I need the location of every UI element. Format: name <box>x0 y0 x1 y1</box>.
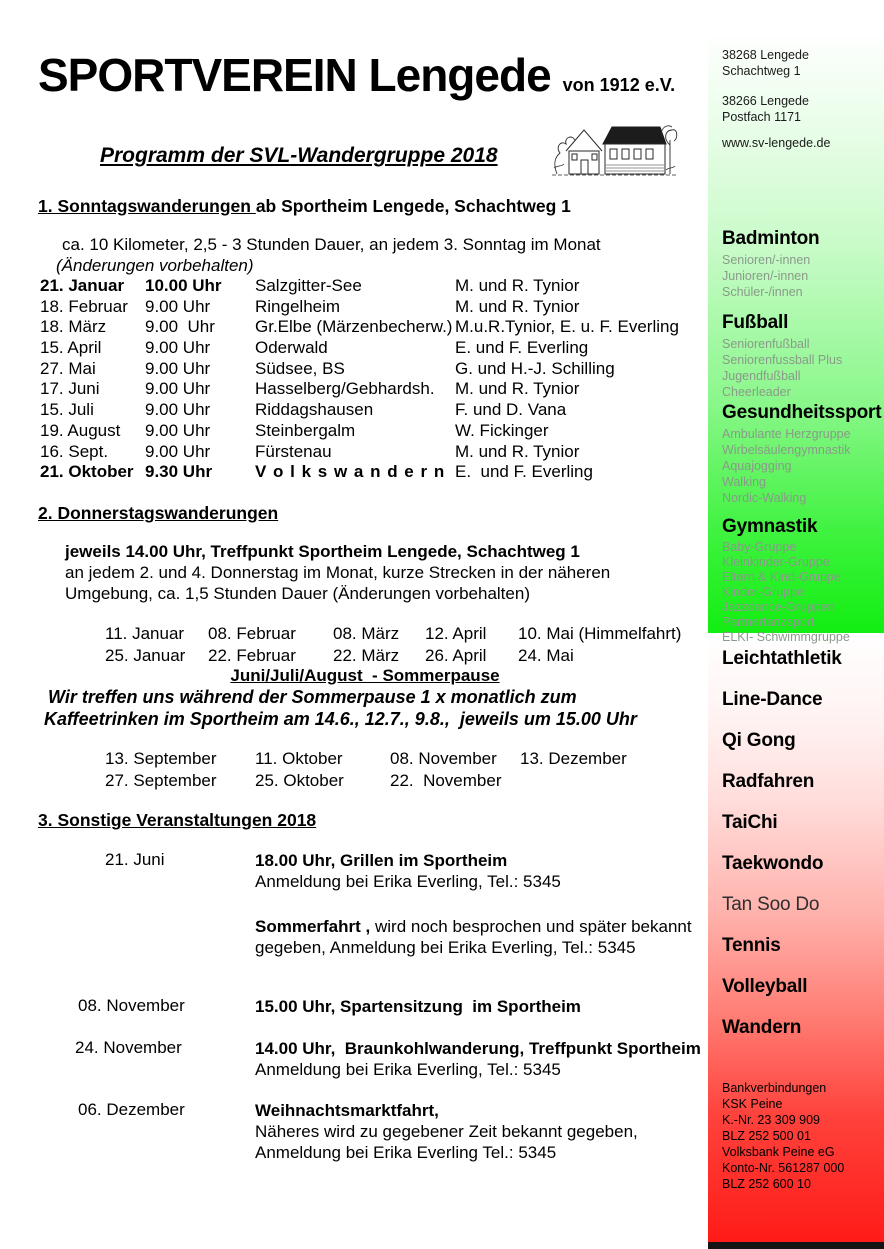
sidebar-section-tennis <box>722 935 884 959</box>
bank-details <box>722 1080 884 1192</box>
hike-row <box>40 442 705 463</box>
hike-place: Salzgitter-See <box>255 276 362 295</box>
section-subitem: Seniorenfußball <box>722 337 810 351</box>
sidebar-section-radfahren <box>722 771 884 795</box>
section-subitem: Nordic-Walking <box>722 491 807 505</box>
section-subitem: ELKI- Schwimmgruppe <box>722 630 850 644</box>
section-title: Fußball <box>722 312 789 333</box>
hike-row <box>40 421 705 442</box>
section-title: Gesundheitssport <box>722 402 882 423</box>
bank-line: KSK Peine <box>722 1097 783 1111</box>
date-cell: 25. Oktober <box>255 771 344 790</box>
hike-leader: F. und D. Vana <box>455 400 567 420</box>
event-title: Sommerfahrt , <box>255 917 371 936</box>
sidebar-section-gymnastik <box>722 516 884 645</box>
hike-place: Fürstenau <box>255 441 332 461</box>
hike-date: 18. Februar <box>40 296 128 316</box>
section1-heading-underlined: 1. Sonntagswanderungen <box>38 196 256 216</box>
bank-line: Konto-Nr. 561287 000 <box>722 1161 845 1175</box>
bank-line: BLZ 252 600 10 <box>722 1177 811 1191</box>
sidebar-section-wandern <box>722 1017 884 1041</box>
sunday-hike-table <box>40 276 705 483</box>
club-title-suffix: von 1912 e.V. <box>562 75 676 95</box>
event-detail: wird noch besprochen und später bekannt gegeben, Anmeldung bei Erika Everling, Tel.: 5345 <box>255 917 697 957</box>
section1-heading-rest: ab Sportheim Lengede, Schachtweg 1 <box>255 196 571 216</box>
section-subitem: Kleinkinder-Gruppe <box>722 555 830 569</box>
hike-row <box>40 317 705 338</box>
date-cell: 11. Januar <box>105 624 185 643</box>
section-subitem: Wirbelsäulengymnastik <box>722 443 851 457</box>
hike-place: Oderwald <box>255 338 328 358</box>
section-subitem: Jugendfußball <box>722 369 801 383</box>
date-cell: 13. Dezember <box>520 749 627 768</box>
hike-date: 19. August <box>40 420 121 440</box>
section2-heading: 2. Donnerstagswanderungen <box>38 503 279 523</box>
event-date: 21. Juni <box>105 850 165 869</box>
sidebar <box>708 0 884 1249</box>
date-cell: 08. November <box>390 749 497 768</box>
hike-time: 9.00 Uhr <box>145 379 211 399</box>
date-cell: 24. Mai <box>518 646 574 665</box>
section-subitem: Aquajogging <box>722 459 792 473</box>
hike-date: 21. Januar <box>40 276 125 295</box>
section-title: Radfahren <box>722 771 815 792</box>
sidebar-section-leichtathletik <box>722 648 884 672</box>
event-detail: Näheres wird zu gegebener Zeit bekannt gegeben, <box>255 1122 638 1141</box>
event-description <box>255 1038 710 1080</box>
section2-meet-line: jeweils 14.00 Uhr, Treffpunkt Sportheim Lengede, Schachtweg 1 <box>65 542 580 561</box>
hike-row <box>40 276 705 297</box>
sidebar-section-badminton <box>722 228 884 300</box>
hike-place: Steinbergalm <box>255 420 356 440</box>
date-cell: 10. Mai (Himmelfahrt) <box>518 624 682 643</box>
sidebar-section-fussball <box>722 312 884 400</box>
date-cell: 22. November <box>390 771 502 790</box>
event-description <box>255 916 710 958</box>
sidebar-section-qi-gong <box>722 730 884 754</box>
thursday-dates-row <box>105 749 627 769</box>
section-subitem: Partnertanzsport <box>722 615 815 629</box>
section-title: Wandern <box>722 1017 802 1038</box>
hike-time: 10.00 Uhr <box>145 276 222 295</box>
hike-time: 9.00 Uhr <box>145 400 211 420</box>
hike-time: 9.30 Uhr <box>145 462 213 482</box>
hike-leader: W. Fickinger <box>455 420 549 440</box>
hike-leader: M. und R. Tynior <box>455 441 580 461</box>
section-subitem: Cheerleader <box>722 385 791 399</box>
hike-time: 9.00 Uhr <box>145 338 211 358</box>
bank-line: Bankverbindungen <box>722 1081 827 1095</box>
event-title: Weihnachtsmarktfahrt, <box>255 1101 439 1120</box>
section-title: Line-Dance <box>722 689 823 710</box>
sidebar-section-tan-soo-do <box>722 894 884 918</box>
section-title: Gymnastik <box>722 516 818 537</box>
sidebar-section-taichi <box>722 812 884 836</box>
hike-date: 16. Sept. <box>40 441 109 461</box>
thursday-dates-row <box>105 646 574 666</box>
hike-leader: G. und H.-J. Schilling <box>455 358 615 378</box>
club-website: www.sv-lengede.de <box>722 136 831 150</box>
section-title: TaiChi <box>722 812 778 833</box>
section-subitem: Seniorenfussball Plus <box>722 353 843 367</box>
sportheim-sketch-image <box>550 118 678 188</box>
section-title: Qi Gong <box>722 730 796 751</box>
pause-note-line1: Wir treffen uns während der Sommerpause 1 x monatlich zum <box>48 687 577 707</box>
hike-leader: E. und F. Everling <box>455 462 593 482</box>
section-title: Tan Soo Do <box>722 894 820 915</box>
summer-pause-text: Juni/Juli/August - Sommerpause <box>230 666 500 685</box>
hike-date: 18. März <box>40 317 107 337</box>
program-subtitle: Programm der SVL-Wandergruppe 2018 <box>100 144 498 167</box>
section-subitem: Kinder-Gruppe <box>722 585 804 599</box>
club-pobox: Postfach 1171 <box>722 110 801 124</box>
hike-date: 15. April <box>40 338 102 358</box>
club-title: SPORTVEREIN Lengede <box>38 49 551 101</box>
hike-time: 9.00 Uhr <box>145 358 211 378</box>
section-title: Taekwondo <box>722 853 824 874</box>
date-cell: 08. März <box>333 624 400 643</box>
hike-time: 9.00 Uhr <box>145 441 211 461</box>
date-cell: 26. April <box>425 646 487 665</box>
date-cell: 08. Februar <box>208 624 296 643</box>
sidebar-section-gesundheitssport <box>722 402 884 506</box>
event-detail: Anmeldung bei Erika Everling, Tel.: 5345 <box>255 1060 561 1079</box>
date-cell: 11. Oktober <box>255 749 343 768</box>
date-cell: 13. September <box>105 749 217 768</box>
hike-date: 27. Mai <box>40 358 96 378</box>
hike-date: 21. Oktober <box>40 462 134 482</box>
hike-date: 17. Juni <box>40 379 100 399</box>
pause-note-line2: Kaffeetrinken im Sportheim am 14.6., 12.7., 9.8., jeweils um 15.00 Uhr <box>44 709 637 729</box>
hike-place: Hasselberg/Gebhardsh. <box>255 379 435 399</box>
event-detail: Anmeldung bei Erika Everling, Tel.: 5345 <box>255 872 561 891</box>
hike-row <box>40 297 705 318</box>
event-title: 15.00 Uhr, Spartensitzung im Sportheim <box>255 997 581 1016</box>
date-cell: 22. Februar <box>208 646 296 665</box>
section3-heading: 3. Sonstige Veranstaltungen 2018 <box>38 810 317 830</box>
event-description <box>255 1100 710 1163</box>
section1-heading <box>38 196 571 217</box>
thursday-dates-row <box>105 771 520 791</box>
section-subitem: Eltern & Kind-Gruppe <box>722 570 841 584</box>
event-date: 24. November <box>75 1038 182 1057</box>
hike-place: Ringelheim <box>255 296 341 316</box>
bank-line: BLZ 252 500 01 <box>722 1129 811 1143</box>
section2-desc-line1: an jedem 2. und 4. Donnerstag im Monat, kurze Strecken in der näheren <box>65 563 611 582</box>
section-subitem: Ambulante Herzgruppe <box>722 427 851 441</box>
hike-row <box>40 338 705 359</box>
event-detail: Anmeldung bei Erika Everling Tel.: 5345 <box>255 1143 557 1162</box>
event-title: 14.00 Uhr, Braunkohlwanderung, Treffpunkt Sportheim <box>255 1039 701 1058</box>
hike-place: Südsee, BS <box>255 358 345 378</box>
section-subitem: Schüler-/innen <box>722 285 803 299</box>
bank-line: K.-Nr. 23 309 909 <box>722 1113 820 1127</box>
section-title: Tennis <box>722 935 781 956</box>
club-title-row <box>38 48 675 102</box>
hike-time: 9.00 Uhr <box>145 317 215 337</box>
sidebar-section-line-dance <box>722 689 884 713</box>
hike-leader: M. und R. Tynior <box>455 276 580 295</box>
hike-place: Riddagshausen <box>255 400 374 420</box>
section2-desc-line2: Umgebung, ca. 1,5 Stunden Dauer (Änderungen vorbehalten) <box>65 584 530 603</box>
section-title: Leichtathletik <box>722 648 842 669</box>
hike-time: 9.00 Uhr <box>145 420 211 440</box>
hike-place: Gr.Elbe (Märzenbecherw.) <box>255 317 453 337</box>
hike-date: 15. Juli <box>40 400 94 420</box>
hike-leader: E. und F. Everling <box>455 338 589 358</box>
section-subitem: Baby-Gruppe <box>722 540 797 554</box>
sidebar-bottom-bar <box>708 1242 884 1249</box>
event-description <box>255 996 710 1017</box>
section1-intro-line1: ca. 10 Kilometer, 2,5 - 3 Stunden Dauer, an jedem 3. Sonntag im Monat <box>62 235 601 254</box>
date-cell: 27. September <box>105 771 217 790</box>
event-description <box>255 850 710 892</box>
hike-leader: M.u.R.Tynior, E. u. F. Everling <box>455 317 679 337</box>
section-subitem: Junioren/-innen <box>722 269 809 283</box>
sidebar-section-taekwondo <box>722 853 884 877</box>
hike-leader: M. und R. Tynior <box>455 296 580 316</box>
section-title: Volleyball <box>722 976 808 997</box>
section-subitem: Senioren/-innen <box>722 253 811 267</box>
thursday-dates-row <box>105 624 681 644</box>
hike-row <box>40 359 705 380</box>
hike-place: V o l k s w a n d e r n <box>255 462 446 482</box>
date-cell: 12. April <box>425 624 487 643</box>
club-city: 38266 Lengede <box>722 94 809 108</box>
bank-line: Volksbank Peine eG <box>722 1145 835 1159</box>
sidebar-section-volleyball <box>722 976 884 1000</box>
hike-row <box>40 400 705 421</box>
hike-row <box>40 462 705 483</box>
hike-leader: M. und R. Tynior <box>455 379 580 399</box>
club-street-address: 38268 Lengede Schachtweg 1 <box>722 48 813 78</box>
date-cell: 22. März <box>333 646 400 665</box>
event-date: 06. Dezember <box>78 1100 185 1119</box>
section-subitem: Walking <box>722 475 766 489</box>
summer-pause-title <box>40 666 690 686</box>
event-title: 18.00 Uhr, Grillen im Sportheim <box>255 851 508 870</box>
event-date: 08. November <box>78 996 185 1015</box>
hike-row <box>40 379 705 400</box>
section-title: Badminton <box>722 228 820 249</box>
section1-intro-line2: (Änderungen vorbehalten) <box>56 256 254 275</box>
section-subitem: Jazzdance-Gruppen <box>722 600 835 614</box>
date-cell: 25. Januar <box>105 646 186 665</box>
hike-time: 9.00 Uhr <box>145 296 211 316</box>
